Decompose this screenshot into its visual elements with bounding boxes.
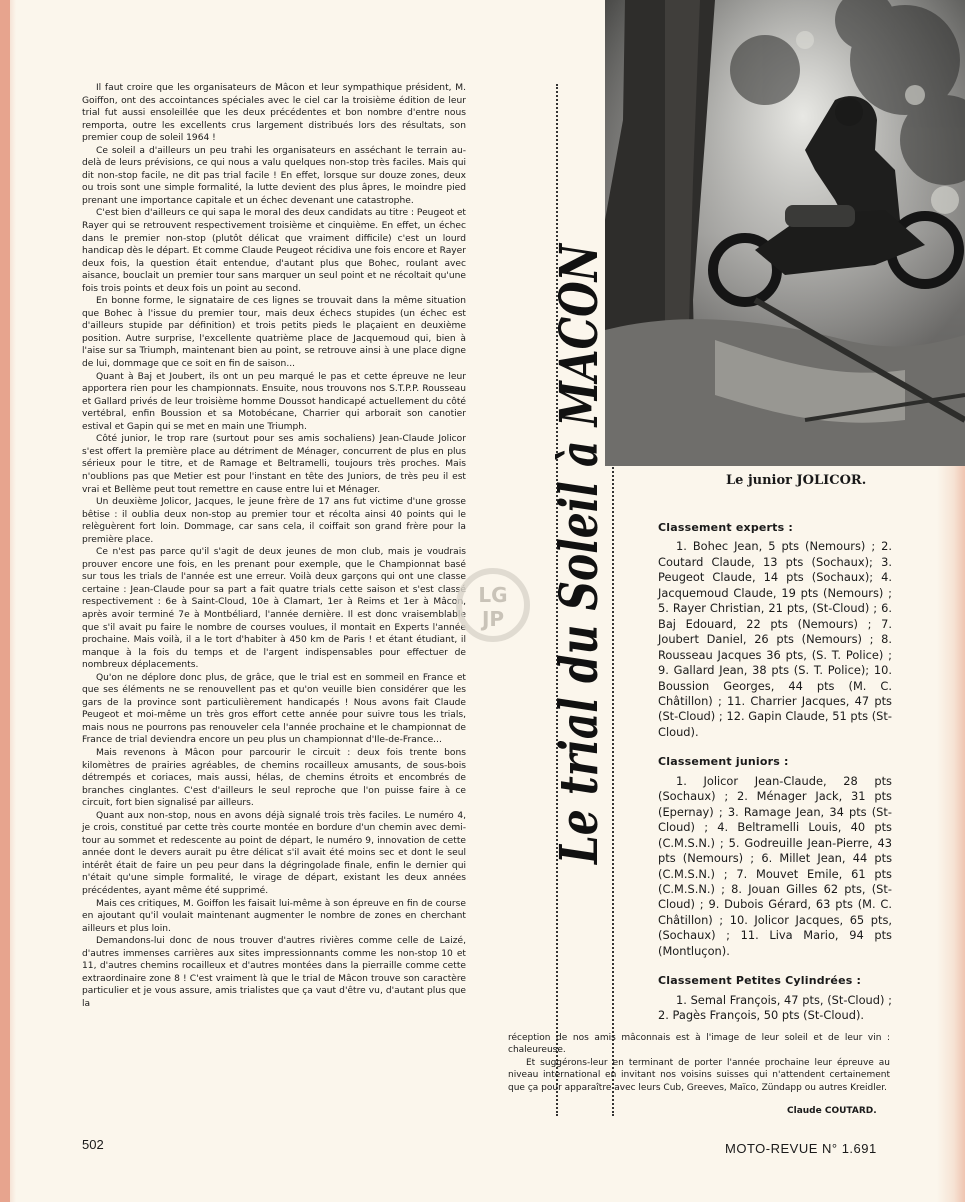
article-body <box>82 82 466 1010</box>
results-juniors: 1. Jolicor Jean-Claude, 28 pts (Sochaux) ; 2. Ménager Jack, 31 pts (Epernay) ; 3. Ramage Jean, 34 pts (St-Cloud) ; 4. Beltramelli Louis, 40 pts (C.M.S.N.) ; 5. Godreuille Jean-Pierre, 43 pts (Nemours) ; 6. Millet Jean, 44 pts (C.M.S.N.) ; 7. Mouvet Emile, 61 pts (C.M.S.N.) ; 8. Jouan Gilles 62 pts, (St-Cloud) ; 9. Dubois Gérard, 63 pts (M. C. Châtillon) ; 10. Jolicor Jacques, 65 pts, (Sochaux) ; 11. Liva Mario, 94 pts (Montluçon). <box>658 773 892 958</box>
page-number: 502 <box>82 1137 104 1152</box>
article-paragraph: Demandons-lui donc de nous trouver d'autres rivières comme celle de Laizé, d'autres immenses carrières aux sites impressionnants comme les non-stop 10 et 11, d'autres chemins rocailleux et d'autres montées dans la pierraille comme cette extraordinaire zone 8 ! C'est vraiment là que le trial de Mâcon trouve son caractère particulier et je vous assure, amis trialistes que ça vaut d'être vu, d'autant plus que la <box>82 936 466 1009</box>
rider-photo <box>605 0 965 466</box>
closing-paragraph: Et suggérons-leur en terminant de porter l'année prochaine leur épreuve au niveau international en invitant nos voisins suisses qui n'attendent certainement que ça pour apparaître avec leurs Cub, Greeves, Maïco, Zündapp ou autres Kreidler. <box>508 1057 890 1093</box>
photo-image <box>605 0 965 466</box>
article-paragraph: Ce soleil a d'ailleurs un peu trahi les organisateurs en asséchant le terrain au-delà de leurs prévisions, ce qui nous a valu quelques non-stop très faciles. Mais qui dit non-stop facile, ne dit pas trial facile ! En effet, lorsque sur douze zones, deux ou trois sont une simple formalité, la lutte devient des plus âpres, le moindre pied prenant une importance capitale et un échec devenant une catastrophe. <box>82 145 466 206</box>
article-paragraph: Mais ces critiques, M. Goiffon les faisait lui-même à son épreuve en fin de course en ajoutant qu'il voulait maintenant augmenter le nombre de zones en cherchant ailleurs et plus loin. <box>82 898 466 934</box>
article-paragraph: Un deuxième Jolicor, Jacques, le jeune frère de 17 ans fut victime d'une grosse bêtise : il oublia deux non-stop au premier tour et récolta ainsi 40 points qui le relèguèrent fort loin. Dommage, car sans cela, il coiffait son grand frère pour la première place. <box>82 497 466 545</box>
author-signature: Claude COUTARD. <box>787 1106 877 1116</box>
magazine-footer: MOTO-REVUE N° 1.691 <box>725 1141 877 1156</box>
article-paragraph: Quant aux non-stop, nous en avons déjà signalé trois très faciles. Le numéro 4, je crois, constitué par cette très courte montée en bordure d'un chemin avec demi-tour au sommet et redescente au point de départ, le numéro 9, innovation de cette année dont le devers aurait pu être délicat s'il avait été moins sec et dont le seul intérêt était de faire un peu peur dans la dégringolade finale, enfin le dernier qui n'était qu'une simple formalité, le virage de départ, existant les deux années précédentes, ayant même été supprimé. <box>82 810 466 896</box>
continuation-paragraph: réception de nos amis mâconnais est à l'image de leur soleil et de leur vin : chaleureuse. <box>508 1033 890 1056</box>
results-box <box>658 520 892 1038</box>
article-paragraph: C'est bien d'ailleurs ce qui sapa le moral des deux candidats au titre : Peugeot et Rayer qui se retrouvent respectivement troisième et cinquième. En effet, un échec dans le premier non-stop (plutôt délicat que vraiment difficile) c'est un lourd handicap dès le départ. Et comme Claude Peugeot récidiva une fois encore et Rayer deux fois, la question était entendue, d'autant plus que Bohec, roulant avec aisance, bouclait un premier tour sans marquer un seul point et ne récoltait qu'une fois trois points et deux fois un point au second. <box>82 208 466 294</box>
watermark-line2: JP <box>481 607 505 631</box>
article-paragraph: Qu'on ne déplore donc plus, de grâce, que le trial est en sommeil en France et que ses éléments ne se renouvellent pas et qu'on veuille bien considérer que les gars de la province sont particulièrement handicapés ! Nous avons fait Claude Peugeot et moi-même un très gros effort cette année pour suivre tous les trials, mais nous ne pourrons pas renouveler cela l'année prochaine et le championnat de France de trial deviendra encore un peu plus un championnat d'Ile-de-France... <box>82 672 466 746</box>
watermark-line1: LG <box>478 583 508 607</box>
article-paragraph: Quant à Baj et Joubert, ils ont un peu marqué le pas et cette épreuve ne leur apportera rien pour les championnats. Ensuite, nous trouvons nos S.T.P.P. Rousseau et Gallard privés de leur troisième homme Doussot handicapé actuellement du côté vertébral, enfin Boussion et sa Motobécane, Charrier qui arborait son canotier estival et Gapin qui se met en main une Triumph. <box>82 371 466 432</box>
results-heading-petites: Classement Petites Cylindrées : <box>658 974 862 988</box>
page-edge <box>0 0 10 1202</box>
title-text: Le trial du Soleil à MACON <box>555 232 610 864</box>
article-paragraph: Ce n'est pas parce qu'il s'agit de deux jeunes de mon club, mais je voudrais prouver encore une fois, en les prenant pour exemple, que le Championnat basé sur tous les trials de l'année est une erreur. Voilà deux garçons qui ont une classe certaine : Jean-Claude pour sa part a fait quatre trials cette saison et s'est classé respectivement : 6e à Saint-Cloud, 10e à Clamart, 1er à Reims et 1er à Mâcon, après avoir terminé 7e à Montbéliard, l'année dernière. Il est donc vraisemblable que s'il avait pu faire le nombre de courses voulues, il montait en Experts l'année prochaine. Mais voilà, il a le tort d'habiter à 450 km de Paris ! et étant étudiant, il manque à la fois du temps et de l'argent indispensables pour effectuer de nombreux déplacements. <box>82 547 466 671</box>
article-continuation <box>508 1032 890 1094</box>
article-paragraph: Il faut croire que les organisateurs de Mâcon et leur sympathique président, M. Goiffon, ont des accointances spéciales avec le ciel car la troisième édition de leur trial fut aussi ensoleillée que les deux précédentes et bon nombre d'entre nous remporta, outre les excellents crus largement distribués lors des résultats, son premier coup de soleil 1964 ! <box>82 83 466 144</box>
photo-caption: Le junior JOLICOR. <box>726 473 867 488</box>
article-paragraph: Côté junior, le trop rare (surtout pour ses amis sochaliens) Jean-Claude Jolicor s'est offert la première place au détriment de Ménager, concurrent de plus en plus sérieux pour le titre, et de Ramage et Beltramelli, toujours très proches. Mais n'oublions pas que Metier est pour l'instant en tête des Juniors, de très peu il est vrai et Bellème peut tout remettre en cause entre lui et Ménager. <box>82 434 466 495</box>
results-petites: 1. Semal François, 47 pts, (St-Cloud) ; 2. Pagès François, 50 pts (St-Cloud). <box>658 992 892 1023</box>
results-experts: 1. Bohec Jean, 5 pts (Nemours) ; 2. Coutard Claude, 13 pts (Sochaux); 3. Peugeot Claude, 14 pts (Sochaux); 4. Jacquemoud Claude, 19 pts (Nemours) ; 5. Rayer Christian, 21 pts, (St-Cloud) ; 6. Baj Edouard, 22 pts (Nemours) ; 7. Joubert Daniel, 26 pts (Nemours) ; 8. Rousseau Jacques 36 pts, (S. T. Police) ; 9. Gallard Jean, 38 pts (S. T. Police); 10. Boussion Georges, 44 pts (M. C. Châtillon) ; 11. Charrier Jacques, 47 pts (St-Cloud) ; 12. Gapin Claude, 51 pts (St-Cloud). <box>658 539 892 739</box>
watermark-logo <box>448 560 538 650</box>
page-edge-right <box>937 466 965 1202</box>
article-paragraph: Mais revenons à Mâcon pour parcourir le circuit : deux fois trente bons kilomètres de prairies agréables, de chemins rocailleux amusants, de sous-bois détrempés et coriaces, mais aussi, hélas, de chemins étroits et encombrés de branches cinglantes. C'est d'ailleurs le seul reproche que l'on puisse faire à ce circuit, fort bien signalisé par ailleurs. <box>82 747 466 809</box>
results-heading-juniors: Classement juniors : <box>658 755 789 769</box>
article-paragraph: En bonne forme, le signataire de ces lignes se trouvait dans la même situation que Bohec à l'issue du premier tour, mais deux échecs stupides (un échec est d'ailleurs stupide par définition) et trois petits pieds le plaçaient en deuxième position. Autre surprise, l'excellente quatrième place de Jacquemoud qui, bien à l'aise sur sa Triumph, maintenant bien au point, se retrouve ainsi à une place digne de lui, dommage que ce soit en fin de saison... <box>82 296 466 370</box>
results-heading-experts: Classement experts : <box>658 521 794 534</box>
